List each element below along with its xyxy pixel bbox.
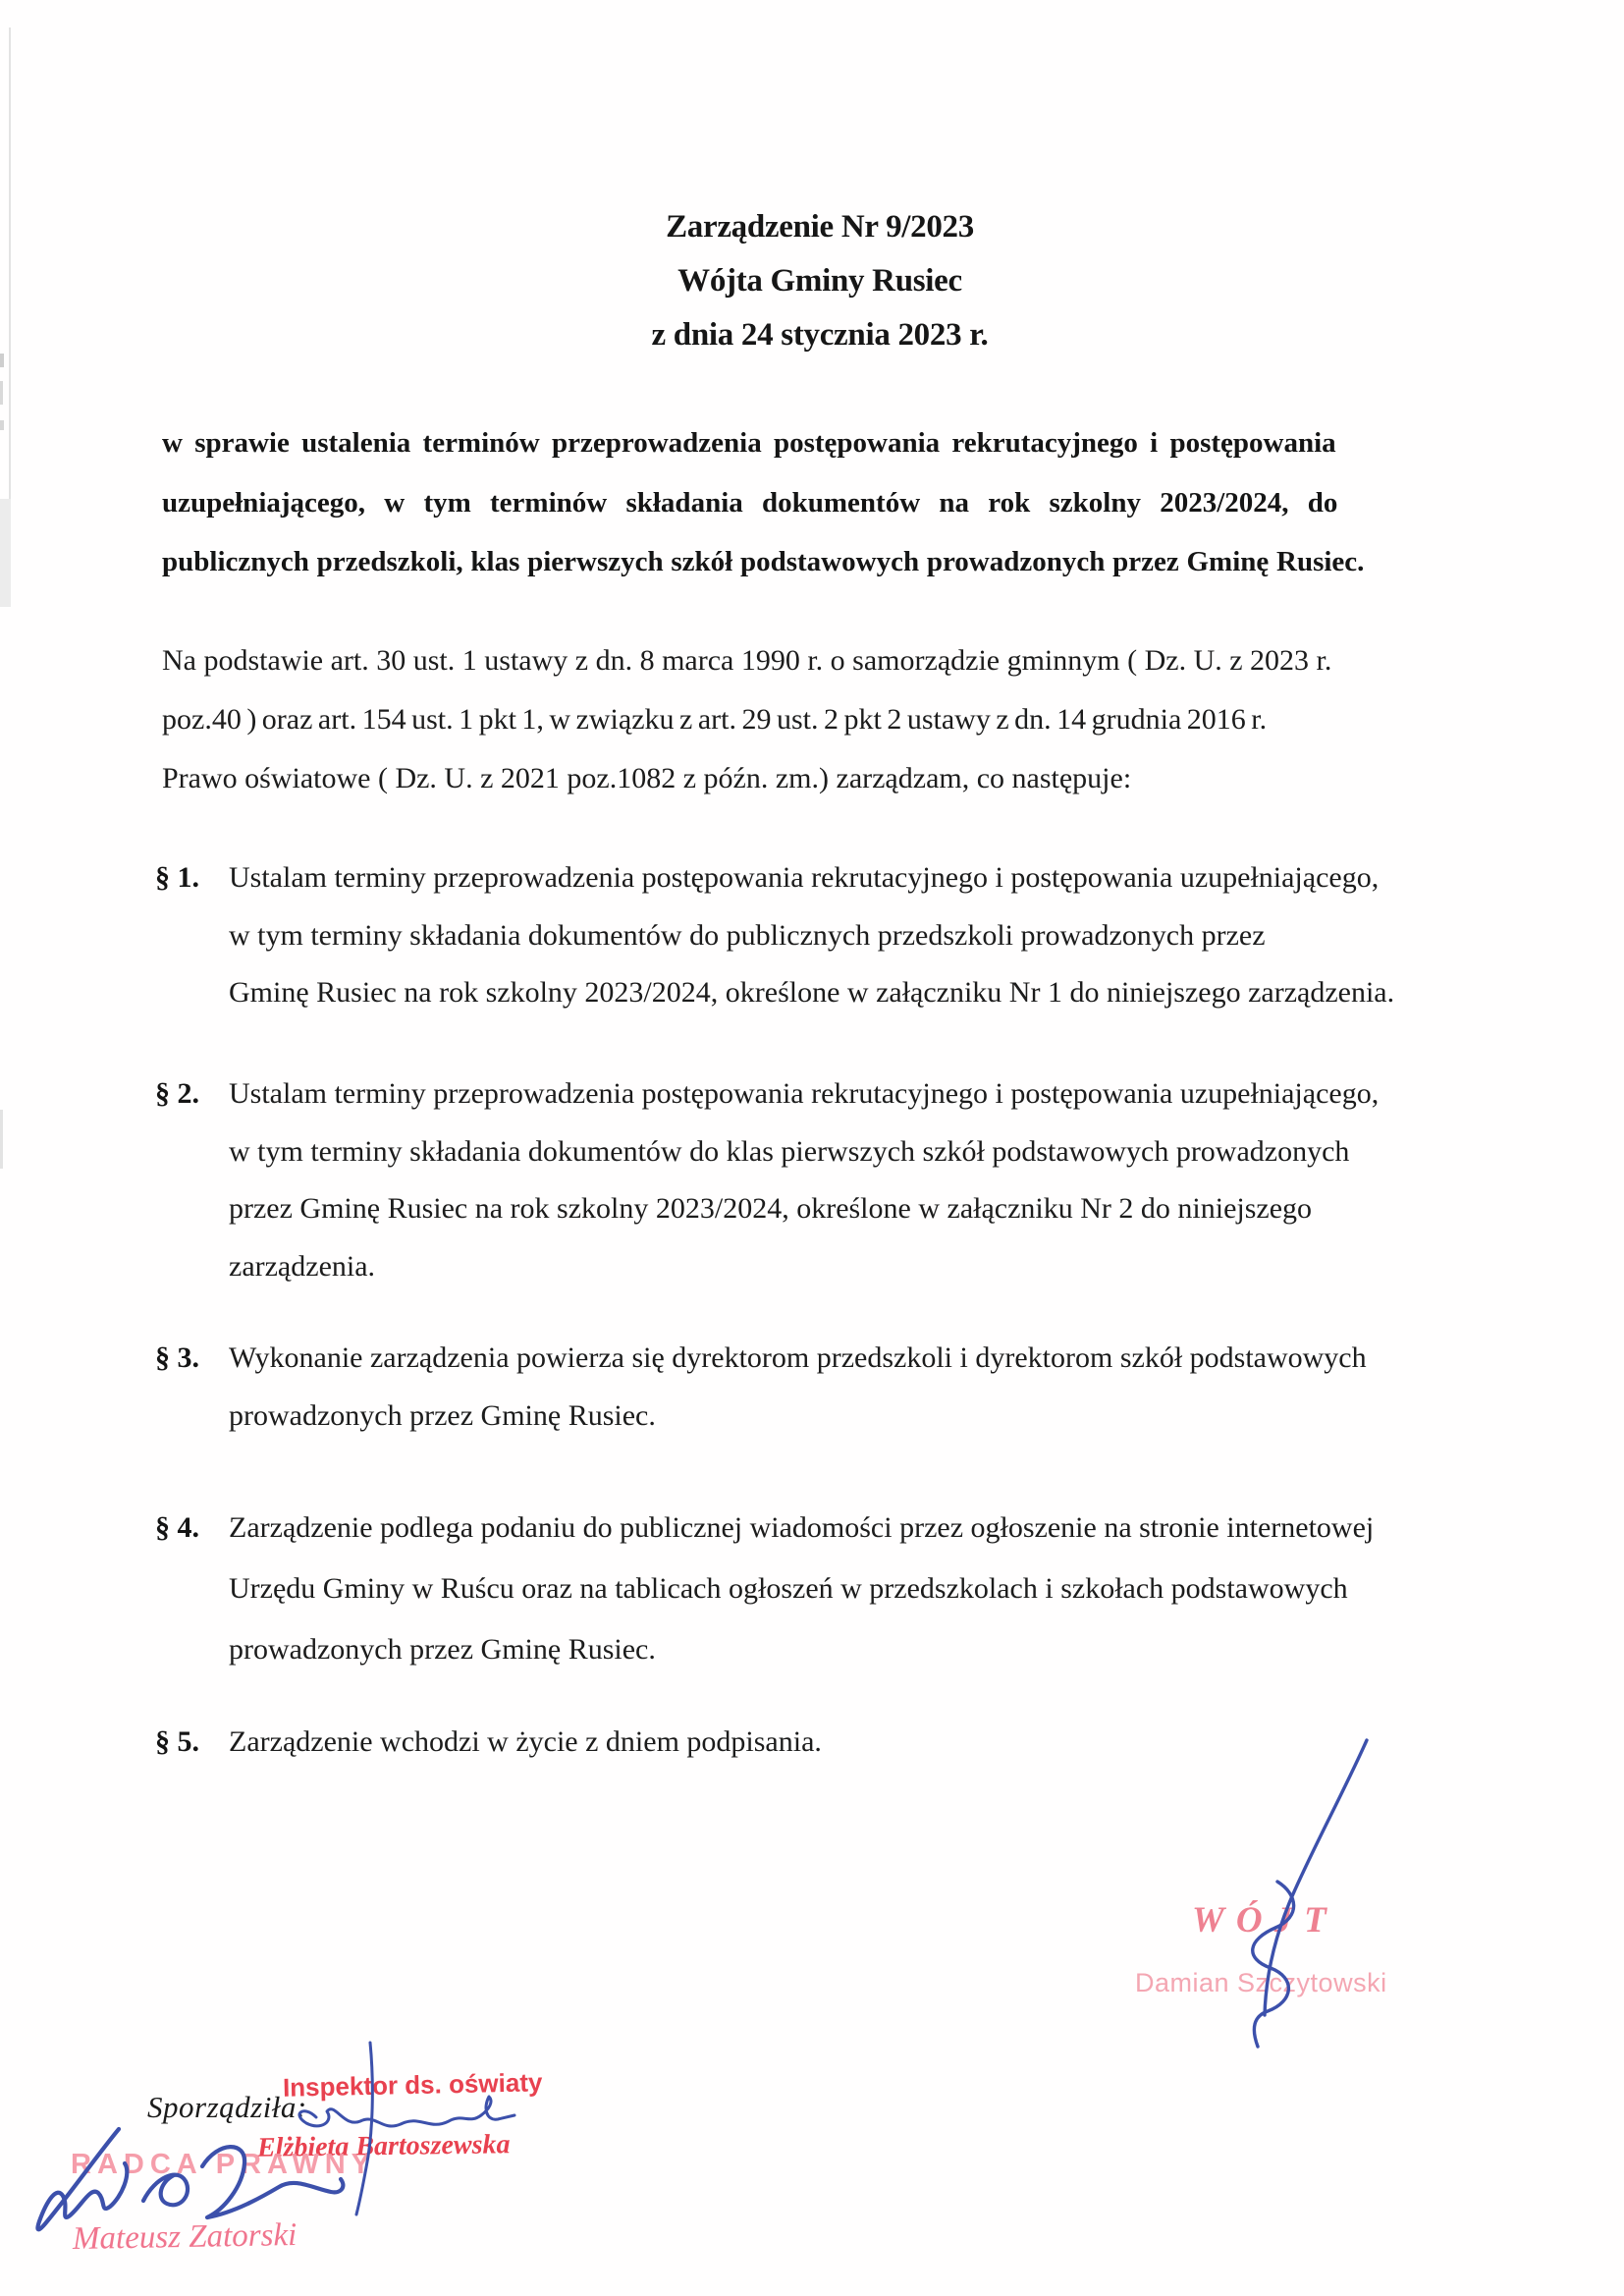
section-line: w tym terminy składania dokumentów do klas pierwszych szkół podstawowych prowadzonych xyxy=(229,1134,1350,1168)
inspector-role-stamp: Inspektor ds. oświaty xyxy=(282,2067,543,2103)
section-line: Zarządzenie podlega podaniu do publicznej wiadomości przez ogłoszenie na stronie internetowej xyxy=(229,1511,1375,1544)
document-date: z dnia 24 stycznia 2023 r. xyxy=(651,317,989,353)
section-marker: § 3. xyxy=(155,1341,199,1374)
scan-artifact-tick xyxy=(0,420,4,430)
section-line: Ustalam terminy przeprowadzenia postępowania rekrutacyjnego i postępowania uzupełniającego, xyxy=(229,861,1380,894)
section-paragraph-3 xyxy=(155,1330,1490,1445)
counsel-signature-loop xyxy=(143,2175,188,2206)
section-line: Ustalam terminy przeprowadzenia postępowania rekrutacyjnego i postępowania uzupełniającego, xyxy=(229,1077,1380,1110)
inspector-name-stamp: Elżbieta Bartoszewska xyxy=(256,2129,511,2163)
subject-line: w sprawie ustalenia terminów przeprowadzenia postępowania rekrutacyjnego i postępowania xyxy=(162,427,1336,459)
scan-artifact-smudge xyxy=(0,499,11,607)
legal-basis-line: Na podstawie art. 30 ust. 1 ustawy z dn. 8 marca 1990 r. o samorządzie gminnym ( Dz. U. z 2023 r. xyxy=(162,644,1332,677)
section-marker: § 2. xyxy=(155,1077,199,1110)
inspector-signature-squiggle xyxy=(299,2097,514,2126)
section-line: Zarządzenie wchodzi w życie z dniem podpisania. xyxy=(229,1725,822,1758)
section-line: w tym terminy składania dokumentów do publicznych przedszkoli prowadzonych przez xyxy=(229,918,1266,952)
mayor-name-stamp: Damian Szczytowski xyxy=(1135,1968,1387,1997)
mayor-signature-stroke xyxy=(1265,1740,1367,2015)
inspector-signature-vertical-stroke xyxy=(356,2043,372,2214)
section-line: Wykonanie zarządzenia powierza się dyrektorom przedszkoli i dyrektorom szkół podstawowych xyxy=(229,1341,1367,1374)
subject-line: uzupełniającego, w tym terminów składania dokumentów na rok szkolny 2023/2024, do xyxy=(162,486,1338,519)
section-line: Gminę Rusiec na rok szkolny 2023/2024, określone w załączniku Nr 1 do niniejszego zarządzenia. xyxy=(229,976,1395,1009)
prepared-by-label: Sporządziła: xyxy=(147,2090,307,2124)
legal-basis-line: Prawo oświatowe ( Dz. U. z 2021 poz.1082 z późn. zm.) zarządzam, co następuje: xyxy=(162,762,1132,794)
scan-artifact-edge-line xyxy=(9,27,11,607)
section-marker: § 5. xyxy=(155,1725,199,1758)
section-line: Urzędu Gminy w Ruścu oraz na tablicach ogłoszeń w przedszkolach i szkołach podstawowych xyxy=(229,1572,1348,1605)
counsel-signature-flourish xyxy=(202,2147,343,2217)
section-marker: § 4. xyxy=(155,1511,199,1544)
mayor-signature-loop xyxy=(1253,1882,1294,2047)
section-paragraph-4 xyxy=(155,1498,1490,1680)
document-title: Zarządzenie Nr 9/2023 xyxy=(666,209,974,245)
section-line: przez Gminę Rusiec na rok szkolny 2023/2024, określone w załączniku Nr 2 do niniejszego xyxy=(229,1192,1313,1225)
section-line: zarządzenia. xyxy=(229,1249,376,1283)
mayor-title-stamp: WÓJT xyxy=(1192,1900,1338,1941)
document-issuer: Wójta Gminy Rusiec xyxy=(677,263,962,299)
section-paragraph-1 xyxy=(155,849,1490,1022)
section-line: prowadzonych przez Gminę Rusiec. xyxy=(229,1398,656,1432)
counsel-signature-zigzag xyxy=(37,2129,127,2229)
scan-artifact-tick xyxy=(0,381,3,405)
scan-artifact-tick xyxy=(0,354,4,367)
legal-basis-line: poz.40 ) oraz art. 154 ust. 1 pkt 1, w związku z art. 29 ust. 2 pkt 2 ustawy z dn. 14 grudnia 2016 r. xyxy=(162,703,1268,736)
section-paragraph-5 xyxy=(155,1714,1490,1772)
legal-counsel-name-stamp: Mateusz Zatorski xyxy=(72,2217,298,2257)
subject-line: publicznych przedszkoli, klas pierwszych szkół podstawowych prowadzonych przez Gminę Rusiec. xyxy=(162,546,1365,577)
section-marker: § 1. xyxy=(155,861,199,894)
legal-basis-paragraph xyxy=(162,631,1483,808)
scan-artifact-tick xyxy=(0,1110,3,1169)
subject-paragraph xyxy=(162,413,1483,592)
section-line: prowadzonych przez Gminę Rusiec. xyxy=(229,1633,656,1666)
document-heading xyxy=(162,200,1478,362)
legal-counsel-role-stamp: RADCA PRAWNY xyxy=(71,2149,376,2180)
section-paragraph-2 xyxy=(155,1066,1490,1295)
